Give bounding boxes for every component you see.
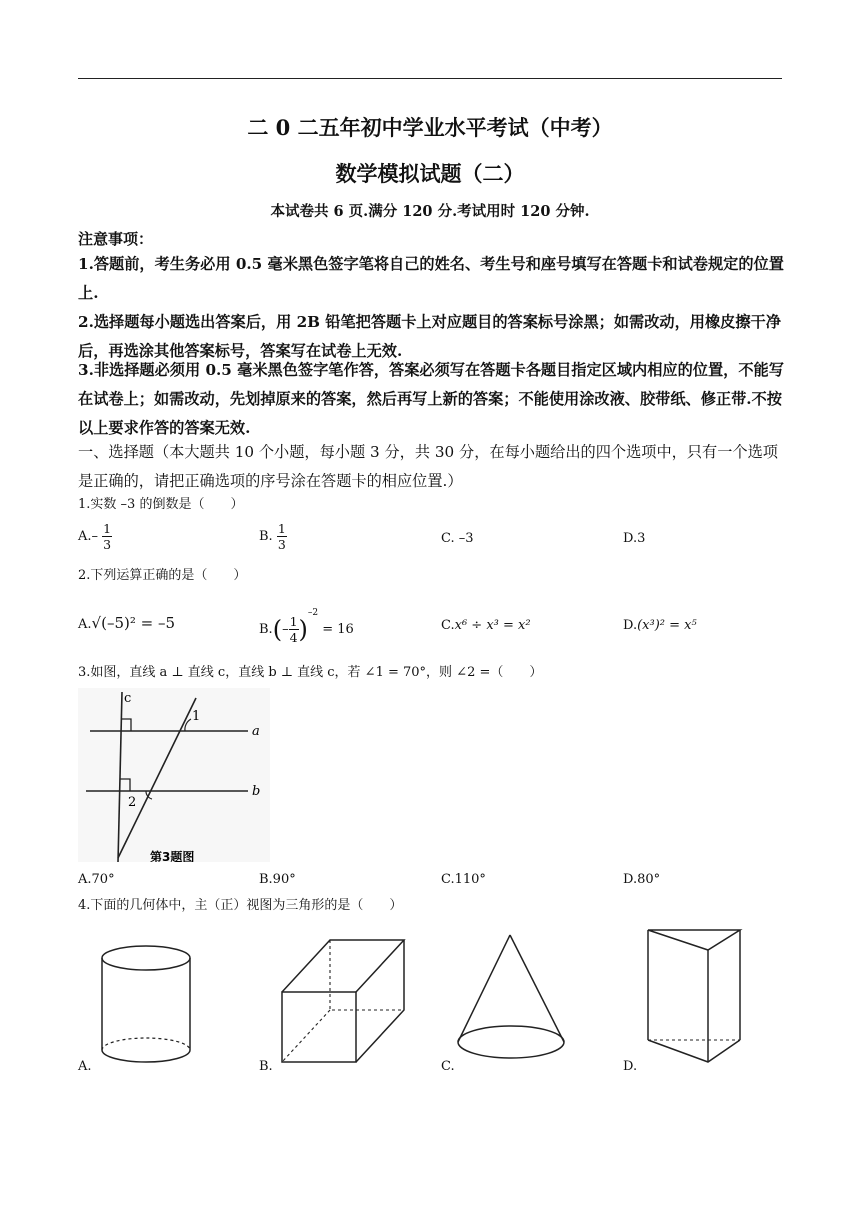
- numerator: 1: [289, 614, 298, 629]
- question-2-option-a: [78, 614, 175, 634]
- question-4-stem: 4.下面的几何体中，主（正）视图为三角形的是（ ）: [78, 898, 403, 913]
- cylinder-bottom-front: [102, 1050, 190, 1062]
- label-c: c: [124, 691, 132, 706]
- option-label: A.: [78, 617, 92, 632]
- question-3-option-d: D.80°: [623, 872, 661, 887]
- denominator: 4: [289, 630, 298, 645]
- question-1-option-c: C. –3: [441, 531, 474, 546]
- note-item-2: 2.选择题每小题选出答案后，用 2B 铅笔把答题卡上对应题目的答案标号涂黑；如需改动，用橡皮擦干净后，再选涂其他答案标号，答案写在试卷上无效.: [78, 313, 781, 360]
- option-label: A.: [78, 529, 92, 544]
- left-paren: (: [272, 615, 283, 644]
- question-4-option-c: C.: [441, 1059, 455, 1074]
- denominator: 3: [277, 537, 286, 552]
- question-4-option-a: A.: [78, 1059, 92, 1074]
- numerator: 1: [103, 521, 112, 536]
- option-label: C.: [441, 618, 455, 633]
- prism-top-face: [648, 930, 740, 950]
- cuboid-front-face: [282, 992, 356, 1062]
- exam-subject-title: 数学模拟试题（二）: [335, 161, 525, 186]
- section-heading-text: 一、选择题（本大题共 10 个小题，每小题 3 分，共 30 分，在每小题给出的四个选项中，只有一个选项是正确的，请把正确选项的序号涂在答题卡的相应位置.）: [78, 443, 778, 490]
- cuboid-hidden-edges: [330, 940, 404, 1010]
- option-label: B.: [259, 529, 273, 544]
- fraction: [277, 521, 287, 552]
- denominator: 3: [103, 537, 112, 552]
- figure-background: [78, 688, 270, 862]
- question-1-option-a: [78, 521, 112, 552]
- question-1-stem: 1.实数 –3 的倒数是（ ）: [78, 497, 244, 512]
- label-angle-2: 2: [128, 795, 137, 810]
- prism-bottom-visible: [648, 1040, 740, 1062]
- question-3-stem: 3.如图，直线 a ⊥ 直线 c，直线 b ⊥ 直线 c，若 ∠1 = 70°，则 ∠2 =（ ）: [78, 665, 543, 680]
- label-b: b: [252, 784, 261, 799]
- question-4-option-d: D.: [623, 1059, 638, 1074]
- math-expression: (x³)² = x⁵: [637, 618, 697, 633]
- math-rhs: = 16: [322, 622, 354, 637]
- question-3-figure: [78, 688, 270, 862]
- label-angle-1: 1: [192, 709, 201, 724]
- cuboid-right-face: [356, 940, 404, 1062]
- note-item-3: 3.非选择题必须用 0.5 毫米黑色签字笔作答，答案必须写在答题卡各题目指定区域内相应的位置，不能写在试卷上；如需改动，先划掉原来的答案，然后再写上新的答案；不能使用涂改液、胶带纸、修正带.不按以上要求作答的答案无效.: [78, 361, 784, 437]
- fraction: [289, 614, 299, 645]
- exponent: –2: [307, 608, 319, 618]
- exam-info: 本试卷共 6 页.满分 120 分.考试用时 120 分钟.: [270, 203, 590, 220]
- cylinder-figure: [94, 938, 200, 1070]
- question-2-option-d: [623, 617, 697, 635]
- minus-sign: –: [282, 622, 289, 637]
- cone-base: [458, 1026, 564, 1058]
- section-heading: [78, 438, 784, 496]
- question-1-option-b: [259, 521, 287, 552]
- cuboid-hidden-diagonal: [282, 1010, 330, 1062]
- cuboid-top-face: [282, 940, 404, 992]
- fraction: [102, 521, 112, 552]
- cuboid-figure: [276, 934, 412, 1070]
- question-4-option-b: B.: [259, 1059, 273, 1074]
- option-label: D.: [623, 618, 638, 633]
- figure-caption: 第3题图: [150, 850, 195, 862]
- question-2-option-c: [441, 617, 531, 635]
- cylinder-top: [102, 946, 190, 970]
- notes-heading: 注意事项：: [78, 230, 154, 248]
- note-item-1: 1.答题前，考生务必用 0.5 毫米黑色签字笔将自己的姓名、考生号和座号填写在答题卡和试卷规定的位置上.: [78, 255, 784, 302]
- prism-figure: [640, 922, 750, 1070]
- math-expression: x⁶ ÷ x³ = x²: [454, 618, 531, 633]
- question-3-option-a: A.70°: [78, 872, 115, 887]
- math-expression: √(–5)² = –5: [91, 614, 175, 632]
- question-3-option-c: C.110°: [441, 872, 486, 887]
- header-rule: [78, 78, 782, 79]
- numerator: 1: [277, 521, 286, 536]
- cone-figure: [452, 930, 570, 1070]
- question-1-option-d: D.3: [623, 531, 646, 546]
- option-label: B.: [259, 622, 273, 637]
- question-2-stem: 2.下列运算正确的是（ ）: [78, 568, 247, 583]
- minus-sign: –: [91, 529, 99, 544]
- right-paren: ): [298, 615, 308, 644]
- label-a: a: [252, 724, 260, 739]
- cylinder-bottom-back: [102, 1038, 190, 1050]
- question-3-option-b: B.90°: [259, 872, 296, 887]
- exam-title: 二 0 二五年初中学业水平考试（中考）: [247, 115, 613, 140]
- question-2-option-b: [259, 604, 354, 645]
